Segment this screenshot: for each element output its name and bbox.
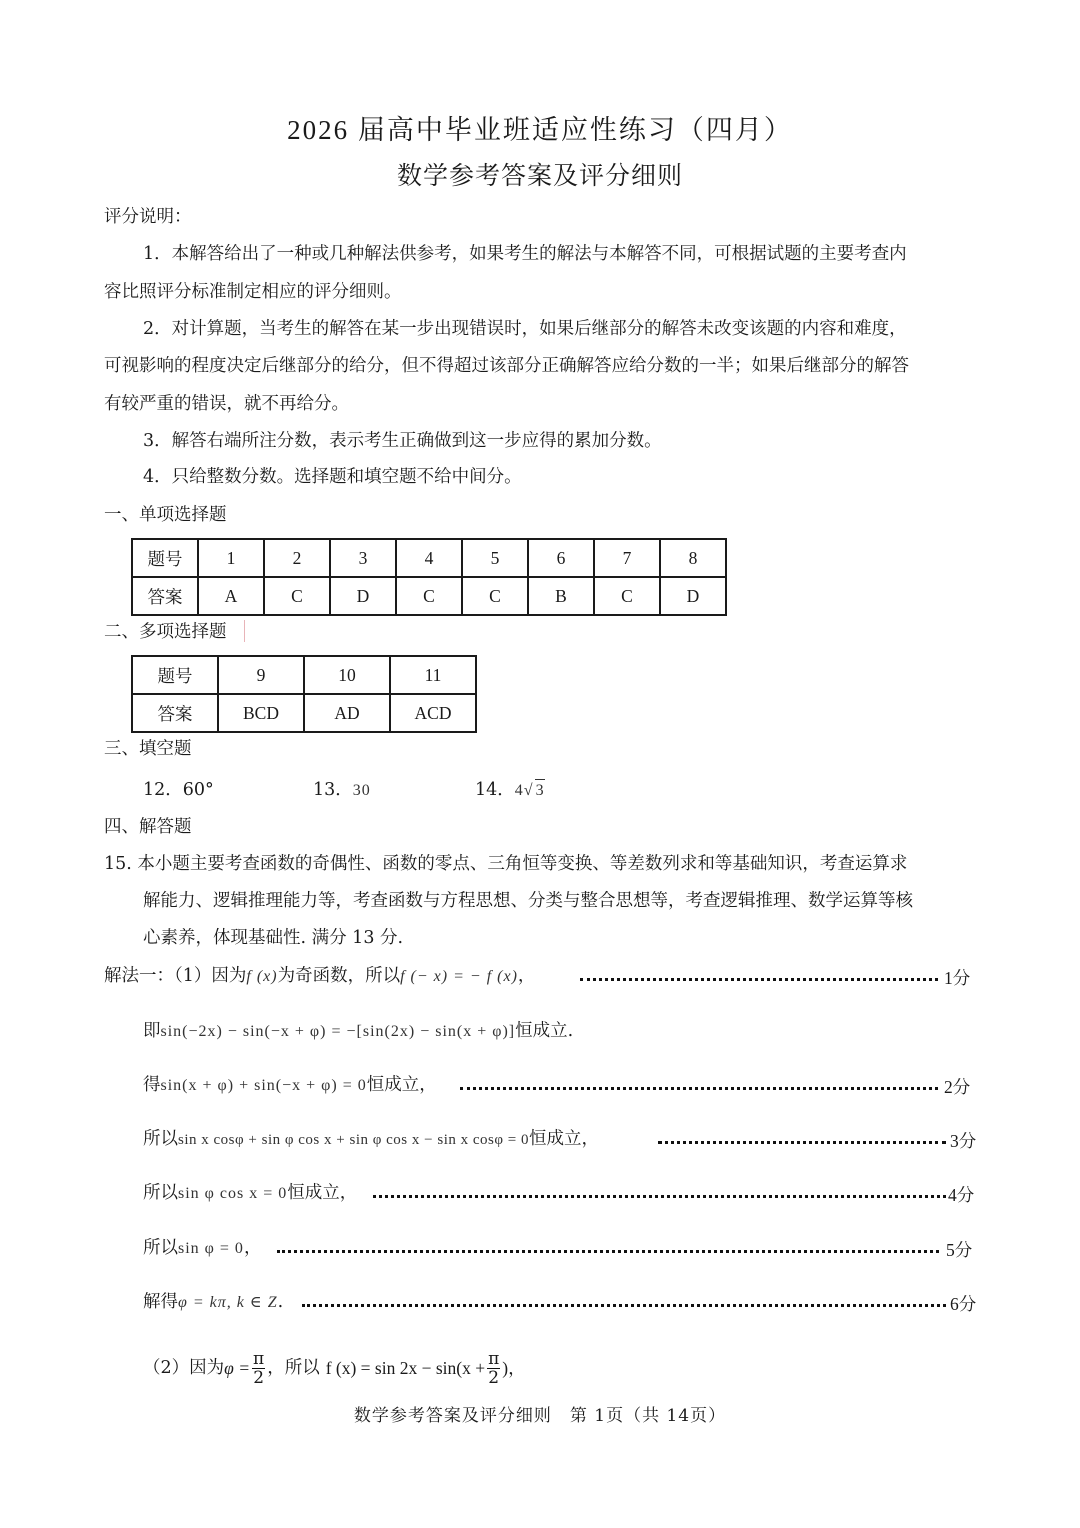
table-cell: 9 [218,656,304,694]
table-cell: ACD [390,694,476,732]
table-cell: 8 [660,539,726,577]
item-number: 12． [143,780,183,800]
step-text: （2）因为 [143,1358,225,1378]
step-text: 为奇函数，所以 [277,966,401,986]
item-number: 14． [475,780,515,800]
grading-note-2-line-3: 有较严重的错误，就不再给分。 [104,394,349,414]
q15-intro-line-3: 心素养，体现基础性. 满分 13 分. [143,928,404,948]
step-math: f (− x) = − f (x) [400,968,518,985]
leader-dots [302,1304,946,1307]
step-text: 解得 [143,1292,178,1312]
text-cursor [244,620,245,642]
step-math: sin(−2x) − sin(−x + φ) = −[sin(2x) − sin(x + φ)] [160,1023,516,1040]
fraction-pi-over-2 [252,1350,265,1387]
row-label: 题号 [132,539,198,577]
step-text: 所以 [143,1183,178,1203]
table-cell: C [264,577,330,615]
document-subtitle: 数学参考答案及评分细则 [396,161,683,190]
step-text: 恒成立， [528,1129,599,1149]
table-cell: D [330,577,396,615]
table-cell: 11 [390,656,476,694]
table-cell: AD [304,694,390,732]
solution-step-4 [143,1128,599,1151]
solution-step-5 [143,1182,357,1205]
solution-step-2 [143,1020,573,1043]
leader-dots [658,1141,946,1144]
fraction-pi-over-2 [487,1350,500,1387]
step-score: 5分 [946,1240,973,1260]
step-text: 得 [143,1075,161,1095]
table-cell: BCD [218,694,304,732]
section-single-choice-heading: 一、单项选择题 [104,505,227,525]
table-cell: 5 [462,539,528,577]
fraction-numerator: π [253,1348,265,1369]
step-text: 即 [143,1021,161,1041]
sqrt-icon: √ [523,782,534,799]
q15-intro-line-1: 15. 本小题主要考查函数的奇偶性、函数的零点、三角恒等变换、等差数列求和等基础知识，考查运算求 [104,854,908,874]
grading-note-1-line-1: 1．本解答给出了一种或几种解法供参考，如果考生的解法与本解答不同，可根据试题的主要考查内 [143,244,907,264]
table-row-answers [132,694,476,732]
row-label: 答案 [132,577,198,615]
step-score: 3分 [950,1131,977,1151]
step-text: 所以 [143,1238,178,1258]
grading-note-2-line-1: 2．对计算题，当考生的解答在某一步出现错误时，如果后继部分的解答未改变该题的内容和难度， [143,319,907,339]
step-text: 恒成立， [366,1075,437,1095]
item-answer-coefficient: 4 [514,782,524,799]
step-math: sin φ = 0 [178,1240,244,1257]
step-math: sin x cosφ + sin φ cos x + sin φ cos x − sin x cosφ = 0 [178,1132,529,1148]
item-answer: 60° [182,780,214,800]
fill-blank-item-13 [313,779,371,802]
table-cell: C [396,577,462,615]
leader-dots [580,978,938,981]
row-label: 题号 [132,656,218,694]
step-text: )， [502,1358,526,1378]
fill-blank-item-12 [143,779,214,801]
step-text: . [277,1292,284,1312]
section-fill-blank-heading: 三、填空题 [104,739,192,759]
step-text: 所以 [143,1129,178,1149]
document-title: 2026 届高中毕业班适应性练习（四月） [287,115,793,145]
item-number: 13． [313,780,353,800]
section-solution-heading: 四、解答题 [104,817,192,837]
table-cell: B [528,577,594,615]
grading-note-4: 4．只给整数分数。选择题和填空题不给中间分。 [143,467,522,487]
grading-notes-heading: 评分说明： [104,207,192,227]
step-score: 6分 [950,1294,977,1314]
solution-step-3 [143,1074,437,1097]
table-cell: 7 [594,539,660,577]
leader-dots [277,1250,939,1253]
step-text: ，所以 [267,1358,320,1378]
table-cell: A [198,577,264,615]
item-answer-radicand: 3 [535,779,545,802]
grading-note-1-line-2: 容比照评分标准制定相应的评分细则。 [104,282,402,302]
leader-dots [460,1087,938,1090]
table-cell: D [660,577,726,615]
row-label: 答案 [132,694,218,732]
table-row-question-numbers [132,539,726,577]
fraction-denominator: 2 [253,1367,265,1388]
step-text: ， [517,966,536,986]
step-text: ， [243,1238,262,1258]
step-text: 恒成立， [287,1183,358,1203]
step-math: φ = [224,1358,251,1378]
item-answer: 30 [352,782,371,799]
step-math: sin φ cos x = 0 [178,1185,288,1202]
table-cell: 1 [198,539,264,577]
step-score: 1分 [944,968,971,988]
step-math: φ = kπ, k ∈ Z [178,1294,278,1311]
table-row-question-numbers [132,656,476,694]
step-text: 解法一：（1）因为 [104,966,247,986]
solution-step-1 [104,965,535,988]
step-math: f (x) [246,968,278,985]
solution-step-7 [143,1291,283,1314]
page-footer: 数学参考答案及评分细则 第 1页（共 14页） [353,1406,727,1426]
solution-step-6 [143,1237,261,1260]
table-cell: C [594,577,660,615]
table-cell: 6 [528,539,594,577]
q15-intro-line-2: 解能力、逻辑推理能力等，考查函数与方程思想、分类与整合思想等，考查逻辑推理、数学运算等核 [143,891,913,911]
table-cell: 3 [330,539,396,577]
step-text: 恒成立. [515,1021,574,1041]
step-score: 2分 [944,1077,971,1097]
multiple-choice-answer-table [131,655,477,733]
step-math: f (x) = sin 2x − sin(x + [325,1358,486,1378]
fraction-numerator: π [488,1348,500,1369]
leader-dots [373,1195,946,1198]
table-row-answers [132,577,726,615]
single-choice-answer-table [131,538,727,616]
table-cell: C [462,577,528,615]
table-cell: 10 [304,656,390,694]
step-score: 4分 [948,1185,975,1205]
table-cell: 4 [396,539,462,577]
table-cell: 2 [264,539,330,577]
step-math: sin(x + φ) + sin(−x + φ) = 0 [160,1077,367,1094]
fraction-denominator: 2 [488,1367,500,1388]
grading-note-2-line-2: 可视影响的程度决定后继部分的给分，但不得超过该部分正确解答应给分数的一半；如果后继部分的解答 [104,356,909,376]
fill-blank-item-14 [475,779,545,802]
section-multiple-choice-heading: 二、多项选择题 [104,622,227,642]
grading-note-3: 3．解答右端所注分数，表示考生正确做到这一步应得的累加分数。 [143,431,662,451]
solution-part-2 [143,1348,526,1388]
